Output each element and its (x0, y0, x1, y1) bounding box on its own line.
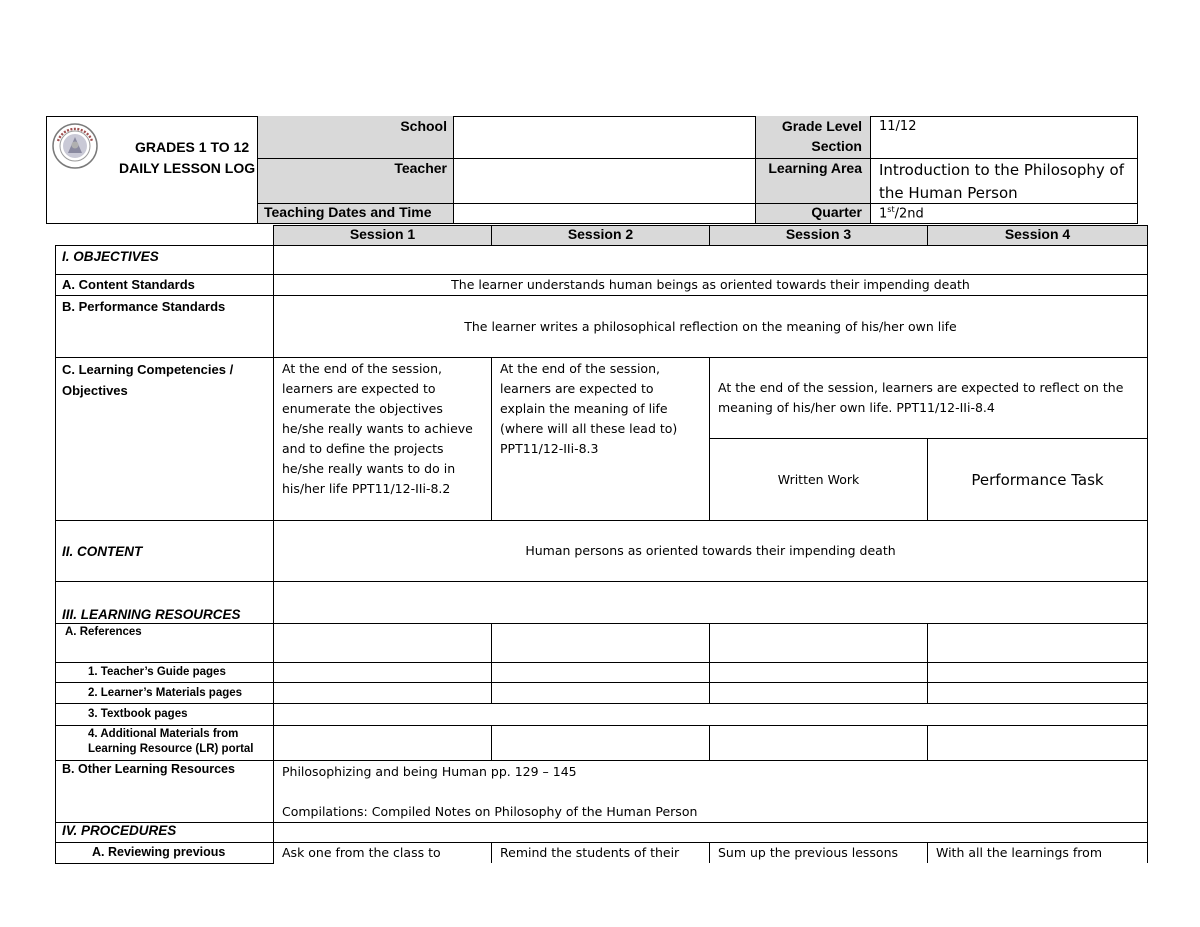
learners-materials-s2[interactable] (492, 683, 710, 704)
dates-label: Teaching Dates and Time (264, 204, 432, 220)
additional-s4[interactable] (928, 726, 1148, 761)
section-label: Section (811, 138, 862, 154)
procedures-heading: IV. PROCEDURES (62, 823, 177, 838)
school-value-cell[interactable] (454, 158, 755, 159)
references-s1[interactable] (274, 624, 492, 663)
title-line-2: DAILY LESSON LOG (119, 160, 256, 176)
performance-standards-label: B. Performance Standards (62, 299, 226, 314)
learning-area-label: Learning Area (768, 160, 862, 176)
lesson-log-table (55, 225, 1148, 864)
learners-materials-s4[interactable] (928, 683, 1148, 704)
competency-session-1: At the end of the session, learners are expected to enumerate the objectives he/she really wants to achieve and to define the projects he/she really wants to do in his/her life PPT11/12-IIi-8.2 (274, 358, 492, 521)
reviewing-previous-label: A. Reviewing previous (92, 845, 226, 859)
procedure-a-s4: With all the learnings from (928, 843, 1148, 864)
learners-materials-s1[interactable] (274, 683, 492, 704)
additional-s1[interactable] (274, 726, 492, 761)
teachers-guide-s2[interactable] (492, 663, 710, 683)
teachers-guide-s4[interactable] (928, 663, 1148, 683)
references-label: A. References (65, 626, 142, 638)
competencies-label: C. Learning Competencies / Objectives (62, 362, 234, 398)
session-header-1: Session 1 (274, 226, 492, 246)
references-s3[interactable] (710, 624, 928, 663)
additional-s3[interactable] (710, 726, 928, 761)
learners-materials-s3[interactable] (710, 683, 928, 704)
learners-materials-label: 2. Learner’s Materials pages (88, 686, 243, 699)
teachers-guide-s1[interactable] (274, 663, 492, 683)
textbook-cell[interactable] (274, 704, 1148, 726)
title-line-1: GRADES 1 TO 12 (135, 139, 250, 155)
quarter-value (879, 205, 924, 221)
procedure-a-s1: Ask one from the class to (274, 843, 492, 864)
quarter-rest: /2nd (894, 206, 924, 222)
quarter-sup: st (887, 205, 895, 214)
session-header-4: Session 4 (928, 226, 1148, 246)
objectives-heading: I. OBJECTIVES (62, 249, 159, 264)
quarter-num: 1 (879, 206, 888, 222)
teachers-guide-label: 1. Teacher’s Guide pages (88, 666, 226, 678)
teachers-guide-s3[interactable] (710, 663, 928, 683)
additional-s2[interactable] (492, 726, 710, 761)
learning-area-value: Introduction to the Philosophy of the Human Person (879, 161, 1125, 202)
content-value: Human persons as oriented towards their impending death (274, 521, 1148, 582)
content-standards-value: The learner understands human beings as oriented towards their impending death (274, 275, 1148, 296)
competency-session-2: At the end of the session, learners are expected to explain the meaning of life (where will all these lead to) PPT11/12-IIi-8.3 (492, 358, 710, 521)
blank-corner (56, 226, 274, 246)
school-label: School (400, 118, 447, 134)
other-resources-cell (274, 761, 1148, 823)
session-header-3: Session 3 (710, 226, 928, 246)
content-heading: II. CONTENT (62, 543, 143, 559)
competency-session-3-4: At the end of the session, learners are expected to reflect on the meaning of his/her own life. PPT11/12-IIi-8.4 (710, 358, 1148, 439)
learning-resources-heading: III. LEARNING RESOURCES (62, 607, 241, 622)
grade-level-value: 11/12 (879, 119, 917, 134)
procedures-cell[interactable] (274, 823, 1148, 843)
learning-resources-cell[interactable] (274, 582, 1148, 624)
other-resources-label: B. Other Learning Resources (62, 762, 235, 776)
teacher-value-cell[interactable] (454, 203, 755, 204)
teacher-label: Teacher (394, 160, 447, 176)
deped-seal-logo (52, 123, 98, 169)
references-s4[interactable] (928, 624, 1148, 663)
references-s2[interactable] (492, 624, 710, 663)
other-resources-line-1: Philosophizing and being Human pp. 129 – 145 (282, 764, 577, 779)
textbook-label: 3. Textbook pages (88, 708, 188, 720)
session-header-2: Session 2 (492, 226, 710, 246)
procedure-a-s2: Remind the students of their (492, 843, 710, 864)
other-resources-line-2: Compilations: Compiled Notes on Philosophy of the Human Person (282, 804, 698, 819)
additional-materials-label: 4. Additional Materials from Learning Resource (LR) portal (88, 728, 254, 755)
procedure-a-s3: Sum up the previous lessons (710, 843, 928, 864)
performance-standards-value: The learner writes a philosophical reflection on the meaning of his/her own life (274, 296, 1148, 358)
quarter-label: Quarter (811, 204, 862, 220)
content-standards-label: A. Content Standards (62, 277, 195, 292)
performance-task-cell: Performance Task (928, 439, 1148, 521)
objectives-cell[interactable] (274, 246, 1148, 275)
grade-level-label: Grade Level (781, 118, 862, 134)
written-work-cell: Written Work (710, 439, 928, 521)
